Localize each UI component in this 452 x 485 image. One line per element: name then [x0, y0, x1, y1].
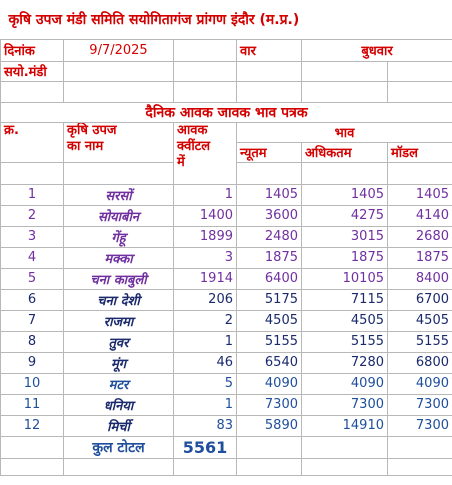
row-sno: 8	[1, 331, 64, 352]
table-row	[1, 184, 452, 205]
row-produce-name: तुवर	[64, 331, 174, 352]
row-produce-name: सोयाबीन	[64, 205, 174, 226]
row-arrival[interactable]: 1400	[174, 205, 237, 226]
row-arrival[interactable]: 83	[174, 415, 237, 436]
row-arrival[interactable]: 5	[174, 373, 237, 394]
row-sno: 12	[1, 415, 64, 436]
date-value[interactable]: 9/7/2025	[64, 39, 174, 61]
empty-cell	[388, 458, 452, 475]
day-value[interactable]: बुधवार	[302, 39, 452, 61]
row-min-price[interactable]: 5175	[237, 289, 302, 310]
table-row	[1, 373, 452, 394]
empty-cell	[174, 61, 237, 81]
row-arrival[interactable]: 2	[174, 310, 237, 331]
row-modal-price[interactable]: 4090	[388, 373, 452, 394]
row-modal-price[interactable]: 6700	[388, 289, 452, 310]
row-modal-price[interactable]: 1875	[388, 247, 452, 268]
empty-cell	[174, 458, 237, 475]
empty-cell	[237, 81, 302, 102]
table-row	[1, 268, 452, 289]
row-max-price[interactable]: 5155	[302, 331, 388, 352]
table-row	[1, 331, 452, 352]
header-sno: क्र.	[1, 122, 64, 162]
row-max-price[interactable]: 4505	[302, 310, 388, 331]
row-min-price[interactable]: 4505	[237, 310, 302, 331]
row-max-price[interactable]: 7115	[302, 289, 388, 310]
row-max-price[interactable]: 1875	[302, 247, 388, 268]
row-arrival[interactable]: 1899	[174, 226, 237, 247]
empty-cell	[237, 61, 302, 81]
empty-cell	[1, 436, 64, 458]
table-row	[1, 289, 452, 310]
empty-cell	[388, 61, 452, 81]
row-produce-name: सरसों	[64, 184, 174, 205]
row-min-price[interactable]: 1405	[237, 184, 302, 205]
page-title: कृषि उपज मंडी समिति सयोगितागंज प्रांगण इंदौर (म.प्र.)	[1, 0, 452, 39]
empty-cell	[1, 458, 64, 475]
table-row	[1, 205, 452, 226]
mandi-label: सयो.मंडी	[1, 61, 64, 81]
row-arrival[interactable]: 1	[174, 394, 237, 415]
empty-cell	[1, 81, 64, 102]
empty-cell	[388, 436, 452, 458]
row-arrival[interactable]: 206	[174, 289, 237, 310]
row-min-price[interactable]: 4090	[237, 373, 302, 394]
row-modal-price[interactable]: 4505	[388, 310, 452, 331]
empty-cell	[388, 162, 452, 184]
row-sno: 2	[1, 205, 64, 226]
day-label: वार	[237, 39, 302, 61]
header-min: न्यूतम	[237, 142, 302, 162]
row-produce-name: मिर्ची	[64, 415, 174, 436]
table-row	[1, 226, 452, 247]
row-min-price[interactable]: 6400	[237, 268, 302, 289]
row-arrival[interactable]: 1	[174, 331, 237, 352]
row-produce-name: राजमा	[64, 310, 174, 331]
empty-cell	[237, 162, 302, 184]
row-modal-price[interactable]: 5155	[388, 331, 452, 352]
header-produce	[64, 122, 174, 162]
row-min-price[interactable]: 5155	[237, 331, 302, 352]
row-modal-price[interactable]: 4140	[388, 205, 452, 226]
row-produce-name: मक्का	[64, 247, 174, 268]
empty-cell	[237, 458, 302, 475]
row-produce-name: गेंहू	[64, 226, 174, 247]
row-produce-name: चना देशी	[64, 289, 174, 310]
row-max-price[interactable]: 10105	[302, 268, 388, 289]
row-arrival[interactable]: 1914	[174, 268, 237, 289]
empty-cell	[302, 436, 388, 458]
row-arrival[interactable]: 1	[174, 184, 237, 205]
row-min-price[interactable]: 2480	[237, 226, 302, 247]
empty-cell	[64, 81, 174, 102]
table-row	[1, 415, 452, 436]
date-label: दिनांक	[1, 39, 64, 61]
row-max-price[interactable]: 4090	[302, 373, 388, 394]
row-max-price[interactable]: 14910	[302, 415, 388, 436]
empty-cell	[302, 61, 388, 81]
empty-cell	[302, 162, 388, 184]
row-min-price[interactable]: 3600	[237, 205, 302, 226]
row-min-price[interactable]: 6540	[237, 352, 302, 373]
row-max-price[interactable]: 1405	[302, 184, 388, 205]
empty-cell	[1, 162, 64, 184]
row-modal-price[interactable]: 7300	[388, 415, 452, 436]
header-modal: मॉडल	[388, 142, 452, 162]
row-min-price[interactable]: 7300	[237, 394, 302, 415]
row-modal-price[interactable]: 6800	[388, 352, 452, 373]
row-min-price[interactable]: 5890	[237, 415, 302, 436]
table-row	[1, 247, 452, 268]
row-modal-price[interactable]: 2680	[388, 226, 452, 247]
row-modal-price[interactable]: 8400	[388, 268, 452, 289]
header-produce-line2: का नाम	[67, 138, 104, 154]
empty-cell	[64, 162, 174, 184]
empty-cell	[388, 81, 452, 102]
row-max-price[interactable]: 4275	[302, 205, 388, 226]
header-arrival-line1: आवक	[177, 122, 208, 138]
row-sno: 3	[1, 226, 64, 247]
row-sno: 9	[1, 352, 64, 373]
row-produce-name: धनिया	[64, 394, 174, 415]
row-modal-price[interactable]: 1405	[388, 184, 452, 205]
row-sno: 7	[1, 310, 64, 331]
row-sno: 4	[1, 247, 64, 268]
row-sno: 6	[1, 289, 64, 310]
row-min-price[interactable]: 1875	[237, 247, 302, 268]
empty-cell	[64, 61, 174, 81]
header-produce-line1: कृषि उपज	[67, 122, 117, 138]
table-row	[1, 394, 452, 415]
row-arrival[interactable]: 3	[174, 247, 237, 268]
row-modal-price[interactable]: 7300	[388, 394, 452, 415]
row-max-price[interactable]: 7300	[302, 394, 388, 415]
empty-cell	[174, 39, 237, 61]
row-max-price[interactable]: 3015	[302, 226, 388, 247]
row-produce-name: चना काबुली	[64, 268, 174, 289]
total-value[interactable]: 5561	[174, 436, 237, 458]
row-arrival[interactable]: 46	[174, 352, 237, 373]
header-price: भाव	[237, 122, 452, 142]
empty-cell	[64, 458, 174, 475]
row-produce-name: मटर	[64, 373, 174, 394]
header-arrival-line3: में	[177, 154, 185, 170]
table-row	[1, 310, 452, 331]
report-title: दैनिक आवक जावक भाव पत्रक	[1, 102, 452, 122]
row-sno: 10	[1, 373, 64, 394]
data-rows	[1, 184, 452, 436]
row-sno: 5	[1, 268, 64, 289]
empty-cell	[174, 81, 237, 102]
header-arrival-line2: क्वींटल	[177, 138, 211, 154]
row-max-price[interactable]: 7280	[302, 352, 388, 373]
header-max: अधिकतम	[302, 142, 388, 162]
row-sno: 1	[1, 184, 64, 205]
header-arrival	[174, 122, 237, 184]
empty-cell	[302, 458, 388, 475]
row-produce-name: मूंग	[64, 352, 174, 373]
empty-cell	[302, 81, 388, 102]
total-label: कुल टोटल	[64, 436, 174, 458]
table-row	[1, 352, 452, 373]
row-sno: 11	[1, 394, 64, 415]
empty-cell	[237, 436, 302, 458]
